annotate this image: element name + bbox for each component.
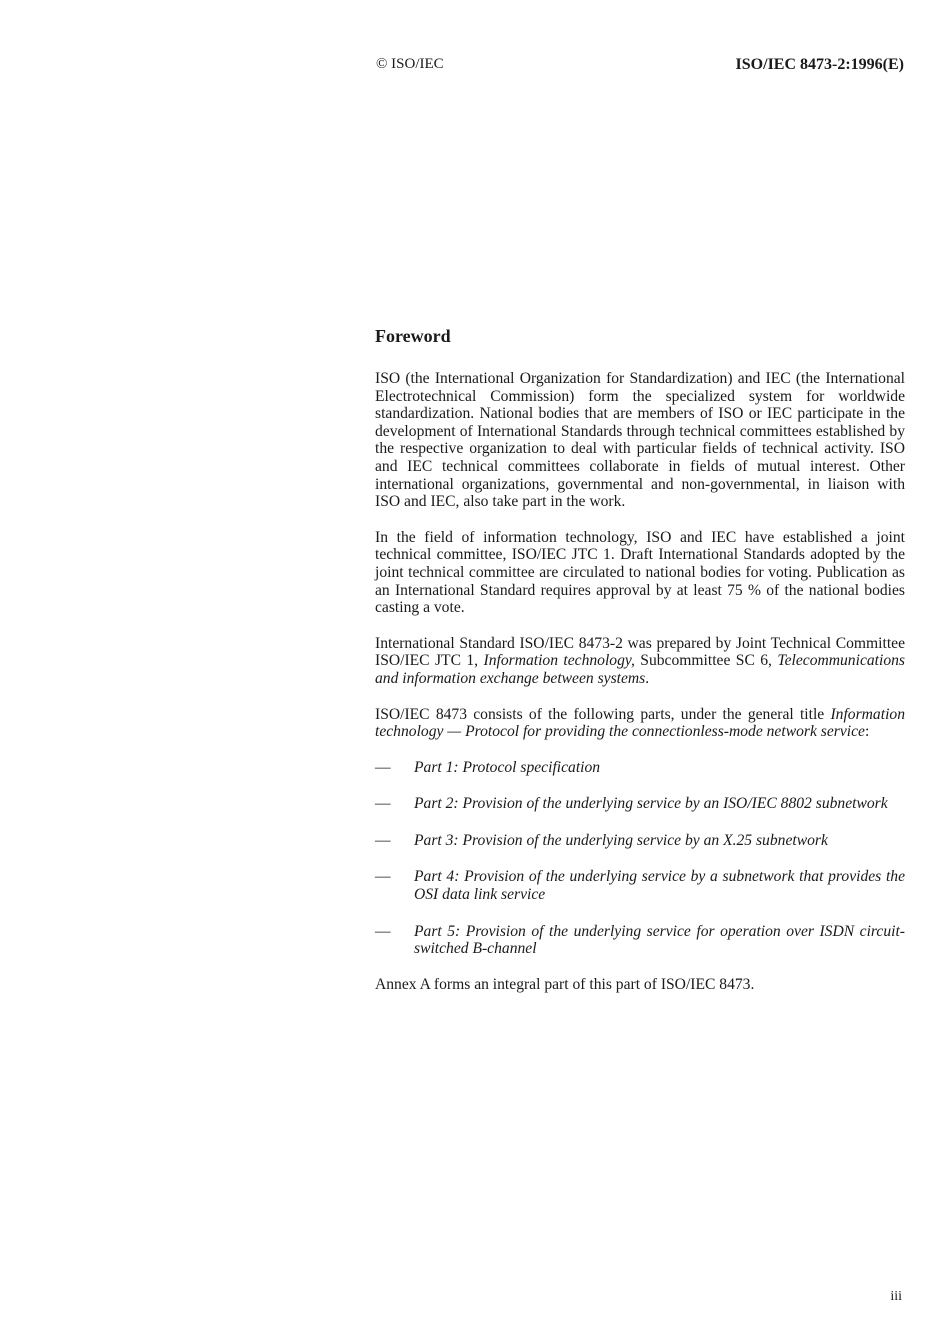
italic-segment: Telecommunications and information exchange between systems [375, 652, 905, 687]
list-item [375, 759, 905, 777]
dash-bullet: — [375, 758, 391, 776]
part-title: Part 1: Protocol specification [414, 758, 601, 776]
text-segment: ISO/IEC 8473 consists of the following parts, under the general title [375, 705, 831, 723]
paragraph-annex: Annex A forms an integral part of this part of ISO/IEC 8473. [375, 975, 755, 993]
text-segment: Subcommittee SC 6, [634, 652, 778, 670]
paragraph-preparation [375, 635, 905, 688]
text-segment: International Standard ISO/IEC 8473-2 was prepared by Joint Technical Committee ISO/IEC JTC 1, [375, 634, 905, 670]
foreword-section [375, 326, 905, 993]
list-item [375, 795, 905, 813]
text-segment: : [864, 723, 870, 741]
italic-segment: Information technology — Protocol for providing the connectionless-mode network service [375, 705, 905, 741]
paragraph-parts-intro [375, 706, 905, 741]
part-title: Part 3: Provision of the underlying service by an X.25 subnetwork [414, 831, 828, 849]
list-item [375, 832, 905, 850]
text-segment: . [645, 669, 650, 687]
part-title: Part 4: Provision of the underlying service by a subnetwork that provides the OSI data link service [414, 868, 905, 904]
dash-bullet: — [375, 795, 391, 813]
header-document-id: ISO/IEC 8473-2:1996(E) [735, 56, 904, 73]
part-title: Part 2: Provision of the underlying service by an ISO/IEC 8802 subnetwork [414, 795, 888, 813]
parts-list [375, 759, 905, 958]
part-title: Part 5: Provision of the underlying service for operation over ISDN circuit-switched B-channel [414, 922, 905, 958]
list-item [375, 923, 905, 958]
paragraph-jtc1: In the field of information technology, ISO and IEC have established a joint technical committee, ISO/IEC JTC 1. Draft International Standards adopted by the joint technical committee are circulated to national bodies for voting. Publication as an International Standard requires approval by at least 75 % of the national bodies casting a vote. [375, 528, 905, 617]
page-title: Foreword [375, 326, 451, 346]
page-number: iii [890, 1289, 902, 1304]
paragraph-iso-iec-intro: ISO (the International Organization for Standardization) and IEC (the International Electrotechnical Commission) form the specialized system for worldwide standardization. National bodies that are members of ISO or IEC participate in the development of International Standards through technical committees established by the respective organization to deal with particular fields of technical activity. ISO and IEC technical committees collaborate in fields of mutual interest. Other international organizations, governmental and non-governmental, in liaison with ISO and IEC, also take part in the work. [375, 370, 905, 511]
dash-bullet: — [375, 922, 391, 940]
list-item [375, 868, 905, 903]
italic-segment: Information technology, [483, 652, 635, 670]
dash-bullet: — [375, 831, 391, 849]
dash-bullet: — [375, 868, 391, 886]
header-copyright: © ISO/IEC [376, 56, 444, 72]
